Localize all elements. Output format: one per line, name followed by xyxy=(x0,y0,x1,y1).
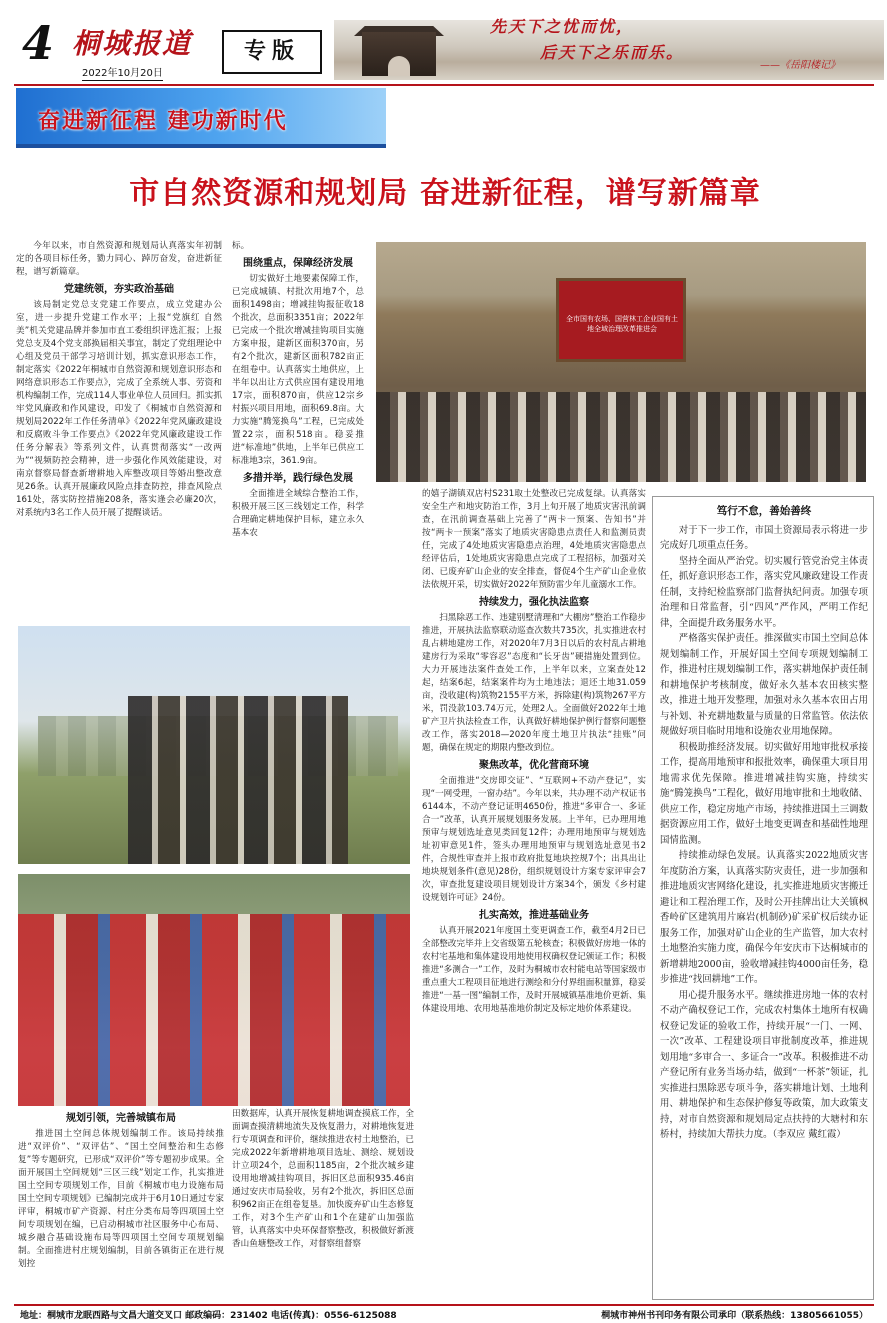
sidebar-column xyxy=(660,500,868,1294)
paragraph: 全面推进全域综合整治工作，积极开展三区三线划定工作，科学合理确定耕地保护目标，建立永久基本农 xyxy=(232,489,364,538)
motto-source: ——《岳阳楼记》 xyxy=(760,60,840,71)
paragraph: 用心提升服务水平。继续推进房地一体的农村不动产确权登记工作，完成农村集体土地所有权确权登记发证的验收工作，持续开展“一门、一网、一次”改革、工程建设项目审批制度改革，推进规划用地“多审合一、多证合一”改革。积极推进不动产登记所有业务当场办结，做到“一杯茶”领证，扎实推进扫黑除恶专项斗争，落实耕地计划、土地利用、耕地保护和生态保护修复等政策，加大政策支持，对市自然资源和规划局定点扶持的大塘村和东桥村，持续加大帮扶力度。（李双应 戴红霞） xyxy=(660,989,868,1140)
subheading-party-building: 党建统领，夯实政治基础 xyxy=(64,284,174,295)
footer-address: 地址：桐城市龙眠西路与文昌大道交叉口 邮政编码：231402 电话(传真)：0556-6125088 xyxy=(20,1311,397,1321)
article-column-2 xyxy=(232,240,364,620)
paragraph: 的嬉子湖镇双店村S231取土处整改已完成复绿。认真落实安全生产和地灾防治工作，3月上旬开展了地质灾害汛前调查，在汛前调查基础上完善了“两卡一预案、告知书”并按“两卡一预案”落实了地质灾害隐患点责任人和监测员责任，完成了4处地质灾害隐患点治理，4处地质灾害隐患点经评估后，1处地质灾害隐患点完成了工程招标，加强对关闭、已废弃矿山企业的安全排查，督促4个生产矿山企业依法依规开采，切实做好2022年预防雷少年儿童溺水工作。 xyxy=(422,489,646,590)
paragraph: 坚持全面从严治党。切实履行管党治党主体责任，抓好意识形态工作，落实党风廉政建设工作责任制，支持纪检监察部门监督执纪问责。加强专项治理和日常监督，引“四风”严作风，严明工作纪律，全面提升政务服务水平。 xyxy=(660,555,868,629)
subheading-basic-business: 扎实高效，推进基础业务 xyxy=(479,910,589,921)
audience-rows xyxy=(376,392,866,482)
section-label: 专版 xyxy=(222,30,322,74)
sidebar-heading: 笃行不怠，善始善终 xyxy=(716,505,812,517)
subheading-reform: 聚焦改革，优化营商环境 xyxy=(479,760,589,771)
article-column-4 xyxy=(18,1108,224,1294)
page-footer xyxy=(14,1304,874,1320)
paragraph: 对于下一步工作，市国土资源局表示将进一步完成好几项重点任务。 xyxy=(660,524,868,551)
newspaper-name: 桐城报道 xyxy=(72,27,193,60)
volunteers-group xyxy=(18,914,410,1106)
subheading-economic-development: 围绕重点，保障经济发展 xyxy=(243,258,353,269)
meeting-screen-caption: 全市国有农场、国营林工企业国有土地全域治理改革推进会 xyxy=(566,315,678,333)
people-group xyxy=(128,696,348,864)
subheading-green-development: 多措并举，践行绿色发展 xyxy=(243,473,353,484)
motto-line-2: 后天下之乐而乐。 xyxy=(540,43,685,62)
volunteer-activity-photo xyxy=(18,874,410,1106)
subheading-planning: 规划引领，完善城镇布局 xyxy=(66,1113,176,1124)
city-gate-image xyxy=(362,32,436,76)
paragraph: 推进国土空间总体规划编制工作。该局持续推进“双评价”、“双评估”、“国土空间整治和生态修复”等专题研究，已形成“双评价”等专题初步成果。全面开展国土空间规划“三区三线”划定工作，扎实推进国土空间专项规划工作，目前《桐城市电力设施布局国土空间专项规划》已编制完成并于6月10日通过专家评审，桐城市矿产资源、村庄分类布局等四项国土空间专项规划在编，已启动桐城市社区服务中心布局、城乡融合基础设施布局等四项国土空间专项规划编制。全面推进村庄规划编制，目前各镇街正在进行规划控 xyxy=(18,1129,224,1269)
issue-date: 2022年10月20日 xyxy=(82,64,163,81)
theme-banner xyxy=(16,88,386,148)
paragraph: 标。 xyxy=(232,241,250,251)
paragraph: 田数据库，认真开展恢复耕地调查摸底工作，全面调查摸清耕地流失及恢复潜力，对耕地恢复进行专项调查和评价，继续推进农村土地整治，已完成2022年新增耕地项目选址、测绘、规划设计立项24个，总面积1185亩，2个批次城乡建设用地增减挂钩项目，拆旧区总面积935.46亩通过安庆市局验收，另有2个批次，拆旧区总面积962亩正在组卷复垦。加快废弃矿山生态修复工作，对3个生产矿山和1个在建矿山加强监管，认真落实中央环保督察整改，积极做好新渡香山鱼塘整改工作，对督察组督察 xyxy=(232,1109,414,1249)
masthead xyxy=(14,10,874,82)
paragraph: 该局制定党总支党建工作要点，成立党建办公室，进一步提升党建工作水平；上报“党旗红 自然美”机关党建品牌并参加市直工委组织评选汇报；上报党总支及4个党支部换届相关事宜，制定了党组理论中心组及党员干部学习培训计划，抓实意识形态工作，制定落实《2022年桐城市自然资源和规划意识形态和网络意识形态工作要点》，完成了全系统人事、劳资和机构编制工作，完成114人事业单位人员回归。抓实抓牢党风廉政和作风建设，印发了《桐城市自然资源和规划局2022年工作任务清单》《2022年党风廉政建设和反腐败斗争工作要点》《2022年党风廉政建设工作任务分解表》等系列文件，认真贯彻落实“一改两为”“视频防控会精神，进一步强化作风效能建设，对南京督察局督查新增耕地入库整改项目等婚出整改意见26条。认真开展廉政风险点排查防控，排查风险点161处，落实防控措施208条，落实逢会必廉20次，对系统内3名工作人员开展了提醒谈话。 xyxy=(16,300,222,518)
paragraph: 积极助推经济发展。切实做好用地审批权承接工作，提高用地预审和报批效率，确保重大项目用地需求优先保障。推进增减挂钩实施，持续实施“腾笼换鸟”工程化，做好用地审批和土地收储、供应工作，稳定房地产市场，持续推进国土三调数据资源应用工作，做好土地变更调查和基础性地理国情监测。 xyxy=(660,741,868,846)
meeting-photo xyxy=(376,242,866,482)
theme-banner-text: 奋进新征程 建功新时代 xyxy=(38,109,288,134)
field-inspection-photo xyxy=(18,626,410,864)
paragraph: 扫黑除恶工作、违建别墅清理和“大棚房”整治工作稳步推进，开展执法监察联动巡查次数共735次，扎实推进农村乱占耕地建房工作，对2020年7月3日以后的农村乱占耕地建房行为采取“零容忍”态度和“长牙齿”硬措施处置到位。大力开展违法案件查处工作，上半年以来，立案查处12起，结案6起，结案案件均为土地违法；退还土地31.059亩，没收建(构)筑物2155平方米，拆除建(构)筑物267平方米，罚没款103.74万元，处理2人。全面做好2022年土地矿产卫片执法检查工作，认真做好耕地保护例行督察问题整改工作，落实2018—2020年度土地卫片执法“挂账”问题，确保在规定的期限内整改到位。 xyxy=(422,613,646,753)
subheading-law-enforcement: 持续发力，强化执法监察 xyxy=(479,597,589,608)
article-column-5 xyxy=(232,1108,414,1294)
article-column-3 xyxy=(422,488,646,1292)
paragraph: 严格落实保护责任。推深做实市国土空间总体规划编制工作，开展好国土空间专项规划编制工作，推进村庄规划编制工作，落实耕地保护责任制和耕地保护考核制度，做好永久基本农田核实整改，推进土地开发整理，加强对永久基本农田占用与补划、补充耕地数量与质量的日常监管。依法依规做好项目临时用地和设施农业用地保障。 xyxy=(660,633,868,737)
footer-printer: 桐城市神州书刊印务有限公司承印（联系热线：13805661055） xyxy=(601,1311,868,1321)
headline: 市自然资源和规划局 奋进新征程，谱写新篇章 xyxy=(129,176,761,211)
intro-paragraph: 今年以来，市自然资源和规划局认真落实年初制定的各项目标任务，勠力同心、踔厉奋发，奋进新征程，谱写新篇章。 xyxy=(16,241,222,277)
page-number: 4 xyxy=(22,16,55,70)
masthead-rule xyxy=(14,84,874,86)
paragraph: 切实做好土地要素保障工作，已完成城镇、村批次用地7个，总面积1498亩；增减挂钩报征收18个批次，总面积3351亩；2022年已完成一个批次增减挂钩项目实施方案申报，建新区面积370亩，另有2个批次，建新区面积782亩正在组卷中。认真落实土地供应，上半年以出让方式供应国有建设用地17宗，面积870亩，供应12宗乡村振兴项目用地，面积69.8亩。大力实施“腾笼换鸟”工程，已完成处置22宗，面积518亩。稳妥推进“标准地”供地，上半年已供应工标准地3宗，361.9亩。 xyxy=(232,274,364,466)
motto-line-1: 先天下之忧而忧， xyxy=(490,17,635,36)
paragraph: 认真开展2021年度国土变更调查工作，截至4月2日已全部整改完毕并上交省级第五轮核查；积极做好房地一体的农村宅基地和集体建设用地使用权确权登记颁证工作；积极推进“多测合一”工作，及时为桐城市农村能电站等国家级市重点重大工程项目征地进行测绘和分付界组面积量算，稳妥推进“一基一图”编制工作，及时开展城镇基准地价更新、集体建设用地、农用地基准地价制定及标定地价体系建设。 xyxy=(422,926,646,1014)
paragraph: 持续推动绿色发展。认真落实2022地质灾害年度防治方案，认真落实防灾责任，进一步加强和推进地质灾害网络化建设，扎实推进地质灾害搬迁避让和工程治理工作，及时公开挂牌出让大关镇枫香岭矿区建筑用片麻岩(机制砂)矿采矿权后续办证服务工作，加强对矿山企业的生产监管，加大农村土地整治实施力度，确保今年安庆市下达桐城市的新增耕地2000亩，验收增减挂钩4000亩任务，稳步推进“找回耕地”工作。 xyxy=(660,850,868,985)
paragraph: 全面推进“交房即交证”、“互联网+不动产登记”，实现“一网受理，一窗办结”。今年以来，共办理不动产权证书6144本，不动产登记证明4650份，推进“多审合一、多证合一”改革，认真开展规划服务发展。上半年，已办理用地预审与规划选址意见类回复12件；办理用地预审与规划选址初审意见1件，签头办理用地预审与规划选址意见书2件，合规性审查并上报市政府批复地块控规7个；出具出让地块规划条件(意见)28份，组织规划设计方案专家评审会7次，审查批复建设项目规划设计方案34个，颁发《乡村建设规划许可证》24份。 xyxy=(422,776,646,903)
article-column-1 xyxy=(16,240,222,620)
